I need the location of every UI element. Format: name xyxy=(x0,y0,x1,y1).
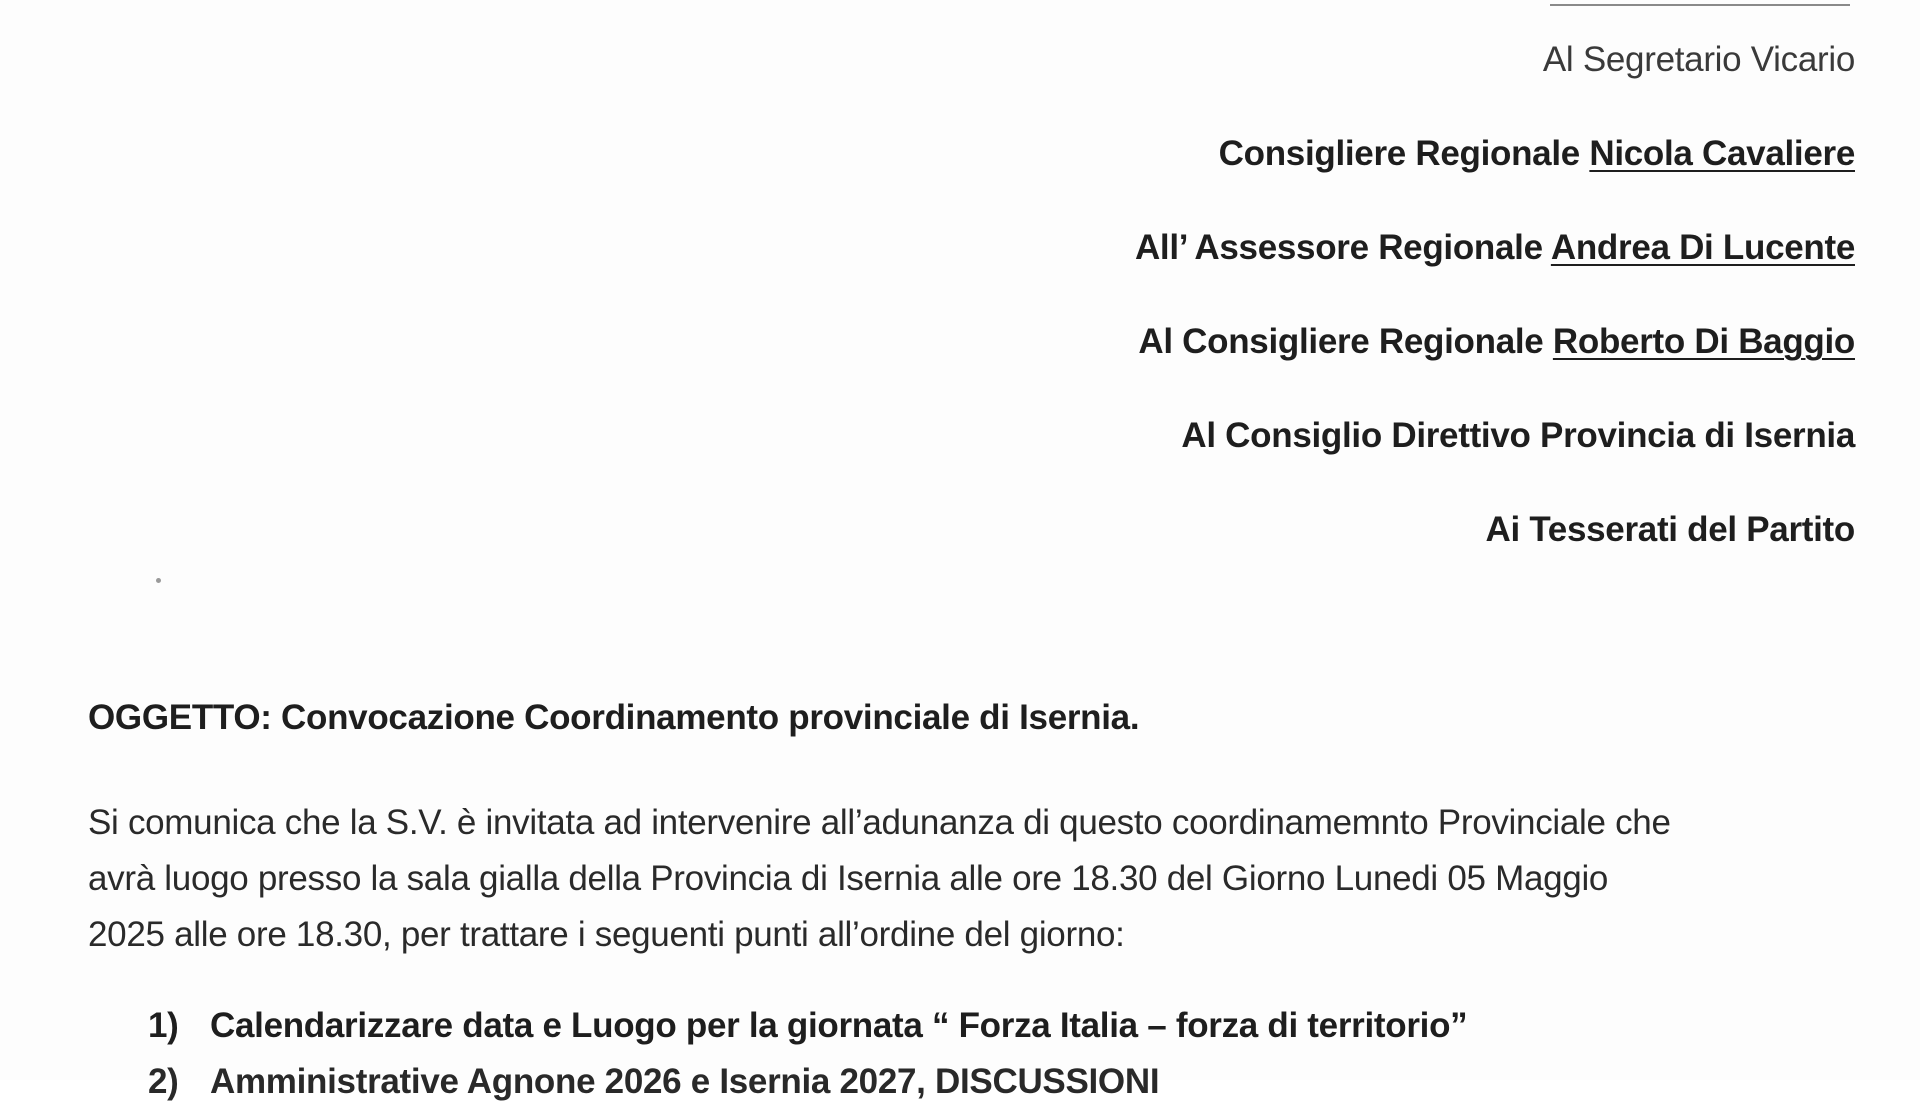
recipient-line xyxy=(655,322,1855,362)
cropped-header-line xyxy=(1550,0,1850,6)
recipient-prefix: Al Consigliere Regionale xyxy=(1138,322,1553,361)
agenda-text: Amministrative Agnone 2026 e Isernia 2027, DISCUSSIONI xyxy=(210,1062,1160,1101)
body-paragraph xyxy=(88,795,1878,963)
body-line: 2025 alle ore 18.30, per trattare i seguenti punti all’ordine del giorno: xyxy=(88,915,1125,954)
recipient-line xyxy=(655,510,1855,550)
subject-line: OGGETTO: Convocazione Coordinamento provinciale di Isernia. xyxy=(88,698,1140,737)
agenda-item xyxy=(148,998,1848,1054)
recipient-name: Roberto Di Baggio xyxy=(1552,322,1855,361)
scan-speck xyxy=(156,578,161,583)
recipient-name: Nicola Cavaliere xyxy=(1589,134,1855,173)
recipient-prefix: Ai Tesserati del Partito xyxy=(1485,510,1855,549)
agenda-text: Calendarizzare data e Luogo per la giornata “ Forza Italia – forza di territorio” xyxy=(210,1006,1468,1045)
recipient-prefix: Al Segretario Vicario xyxy=(1542,40,1855,79)
recipient-line xyxy=(655,134,1855,174)
body-line: Si comunica che la S.V. è invitata ad intervenire all’adunanza di questo coordinamemnto Provinciale che xyxy=(88,803,1671,842)
agenda-item xyxy=(148,1054,1848,1110)
recipient-prefix: Consigliere Regionale xyxy=(1218,134,1590,173)
recipient-prefix: All’ Assessore Regionale xyxy=(1134,228,1551,267)
recipient-list xyxy=(655,40,1855,604)
agenda-list xyxy=(148,998,1848,1110)
recipient-name: Andrea Di Lucente xyxy=(1550,228,1855,267)
recipient-line xyxy=(655,40,1855,80)
agenda-number: 1) xyxy=(148,1006,179,1045)
body-line: avrà luogo presso la sala gialla della Provincia di Isernia alle ore 18.30 del Giorno Lunedi 05 Maggio xyxy=(88,859,1609,898)
recipient-line xyxy=(655,416,1855,456)
recipient-line xyxy=(655,228,1855,268)
recipient-prefix: Al Consiglio Direttivo Provincia di Isernia xyxy=(1181,416,1855,455)
agenda-number: 2) xyxy=(148,1062,179,1101)
